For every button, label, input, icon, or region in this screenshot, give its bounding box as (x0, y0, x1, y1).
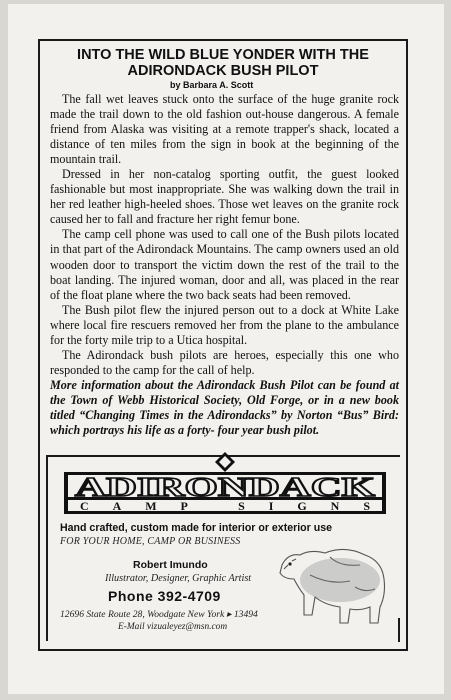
ad-tagline: Hand crafted, custom made for interior or exterior use (60, 522, 332, 534)
logo-sub-text: CAMP SIGNS (80, 499, 370, 513)
article-body (50, 92, 399, 438)
adirondack-camp-signs-logo (58, 448, 392, 524)
more-info-paragraph: More information about the Adirondack Bush Pilot can be found at the Town of Webb Historical Society, Old Forge, or in a new book titled “Changing Times in the Adirondacks” by Norton “Bus” Bird: which portrays his life as a forty- four year bush pilot. (50, 377, 399, 438)
ad-subtagline: FOR YOUR HOME, CAMP OR BUSINESS (60, 536, 241, 547)
logo-main-text: ADIRONDACK (75, 472, 375, 502)
ad-email: E-Mail vizualeyez@msn.com (118, 622, 228, 632)
paragraph: Dressed in her non-catalog sporting outfit, the guest looked fashionable but most inappropriate. She was walking down the trail in her red leather high-heeled shoes. Those wet leaves on the granite rock caused her to fall and fracture her right femur bone. (50, 167, 399, 227)
article-byline: by Barbara A. Scott (170, 80, 254, 90)
ad-artist-role: Illustrator, Designer, Graphic Artist (105, 573, 252, 584)
bear-icon (270, 535, 395, 630)
ad-phone: Phone 392-4709 (108, 588, 221, 604)
ad-border-corner (398, 618, 400, 642)
ad-address: 12696 State Route 28, Woodgate New York ▸ 13494 (60, 609, 258, 620)
paragraph: The Adirondack bush pilots are heroes, especially this one who responded to the camp for the call of help. (50, 347, 399, 377)
paragraph: The fall wet leaves stuck onto the surface of the huge granite rock made the trail down to the old fashion out-house dangerous. A female friend from Alaska was visiting at a remote trapper's shack, located a distance of ten miles from the sign in book at the beginning of the mountain trail. (50, 92, 399, 167)
article-title: INTO THE WILD BLUE YONDER WITH THE ADIRONDACK BUSH PILOT (77, 47, 369, 79)
ad-artist-name: Robert Imundo (133, 559, 208, 571)
paragraph: The camp cell phone was used to call one of the Bush pilots located in that part of the Adirondack Mountains. The camp owners used an old wooden door to transport the victim down the rest of the trail to the boat landing. The injured woman, door and all, was placed in the rear of the float plane where the two back seats had been removed. (50, 227, 399, 302)
paragraph: The Bush pilot flew the injured person out to a dock at White Lake where local fire rescuers removed her from the plane to the ambulance for the forty mile trip to a Utica hospital. (50, 302, 399, 347)
